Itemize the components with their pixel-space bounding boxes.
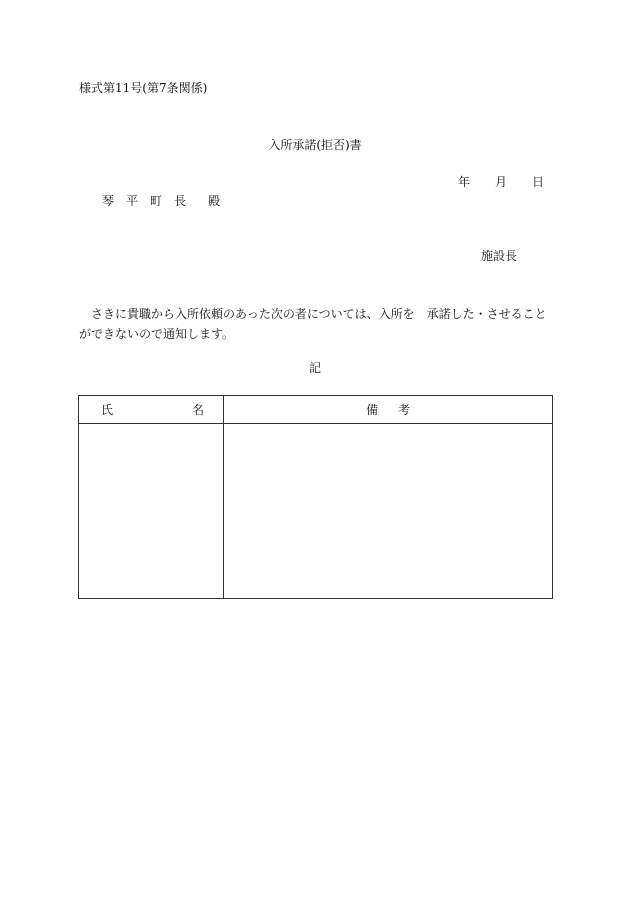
addressee-char: 琴: [102, 194, 115, 208]
addressee-char: 平: [126, 194, 139, 208]
remarks-cell[interactable]: [224, 424, 553, 599]
remarks-header-char: 考: [398, 403, 411, 417]
document-title: 入所承諾(拒否)書: [268, 138, 362, 152]
remarks-header-char: 備: [365, 403, 378, 417]
name-header-char: 名: [191, 403, 204, 417]
name-header: [79, 396, 224, 424]
addressee: [102, 193, 220, 209]
date-line: [458, 174, 544, 190]
addressee-honorific: 殿: [208, 194, 221, 208]
body-text: さきに貴職から入所依頼のあった次の者については、入所を 承諾した・させることができないので通知します。: [79, 307, 547, 341]
date-month: 月: [495, 175, 508, 189]
table-row: [79, 424, 553, 599]
remarks-header: [224, 396, 553, 424]
table-header-row: [79, 396, 553, 424]
name-cell[interactable]: [79, 424, 224, 599]
addressee-char: 町: [150, 194, 163, 208]
sender-title: 施設長: [481, 249, 518, 263]
record-table: [78, 395, 553, 599]
name-header-char: 氏: [101, 403, 114, 417]
form-number: 様式第11号(第7条関係): [79, 81, 208, 95]
date-year: 年: [458, 175, 471, 189]
ki-heading: 記: [308, 361, 321, 375]
addressee-char: 長: [174, 194, 187, 208]
date-day: 日: [532, 175, 545, 189]
